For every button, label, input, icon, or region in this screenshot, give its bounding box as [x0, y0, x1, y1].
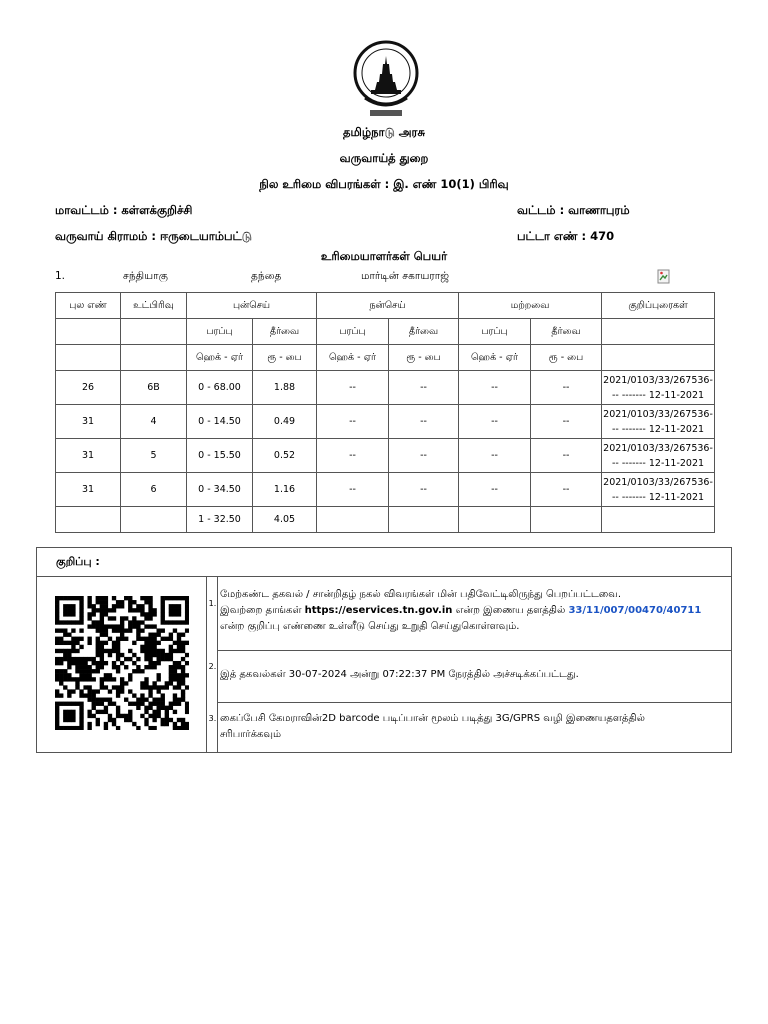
owner-relation: தந்தை — [251, 270, 282, 282]
remarks-cell: 2021/0103/33/267536- -- ------- 12-11-2021 — [602, 439, 715, 473]
remarks-cell: 2021/0103/33/267536- -- ------- 12-11-2021 — [602, 405, 715, 439]
table-row: 26 6B 0 - 68.00 1.88 -- -- -- -- 2021/0103/33/267536- -- ------- 12-11-2021 — [56, 371, 715, 405]
broken-image-icon — [657, 269, 674, 286]
header-remarks: குறிப்புரைகள் — [602, 293, 715, 319]
table-subheader-row — [56, 319, 715, 345]
notes-header — [37, 548, 731, 577]
table-total-row — [56, 507, 715, 533]
unit-hectare: ஹெக் - ஏர் — [187, 345, 253, 371]
note-item-3: 3. கைப்பேசி கேமராவின்2D barcode படிப்பான் மூலம் படித்து 3G/GPRS வழி இணையதளத்தில் சரிபார்க்கவும் — [208, 713, 645, 740]
subheader-tax: தீர்வை — [531, 319, 602, 345]
remarks-cell: 2021/0103/33/267536- -- ------- 12-11-2021 — [602, 473, 715, 507]
table-header-row — [56, 293, 715, 319]
unit-hectare: ஹெக் - ஏர் — [317, 345, 389, 371]
owner-name: சந்தியாகு — [123, 270, 168, 282]
land-details-table — [55, 292, 715, 533]
header-dry-land: புன்செய் — [187, 293, 317, 319]
table-row: 31 6 0 - 34.50 1.16 -- -- -- -- 2021/0103/33/267536- -- ------- 12-11-2021 — [56, 473, 715, 507]
note-item-1: 1. மேற்கண்ட தகவல் / சான்றிதழ் நகல் விவரங்கள் மின் பதிவேட்டிலிருந்து பெறப்பட்டவை. இவற்றை தாங்கள் https://eservices.tn.gov.in என்ற இணைய தளத்தில் 33/11/007/00470/40711 என்ற குறிப்பு எண்ணை உள்ளீடு செய்து உறுதி செய்துகொள்ளவும். — [218, 576, 731, 651]
subheader-tax: தீர்வை — [253, 319, 317, 345]
subheader-area: பரப்பு — [317, 319, 389, 345]
total-tax: 4.05 — [253, 507, 317, 533]
notes-title: குறிப்பு : — [56, 555, 100, 568]
note-item-2: 2. இத் தகவல்கள் 30-07-2024 அன்று 07:22:37 PM நேரத்தில் அச்சடிக்கப்பட்டது. — [218, 651, 731, 703]
header-wet-land: நன்செய் — [317, 293, 459, 319]
unit-rupee: ரூ - பை — [531, 345, 602, 371]
tamilnadu-emblem-icon — [353, 38, 419, 120]
department-name: வருவாய்த் துறை — [339, 151, 429, 165]
remarks-cell: 2021/0103/33/267536- -- ------- 12-11-2021 — [602, 371, 715, 405]
subheader-area: பரப்பு — [187, 319, 253, 345]
unit-hectare: ஹெக் - ஏர் — [459, 345, 531, 371]
document-title: நில உரிமை விபரங்கள் : இ. எண் 10(1) பிரிவு — [259, 177, 509, 191]
header-others: மற்றவை — [459, 293, 602, 319]
header-survey-no: புல எண் — [56, 293, 121, 319]
district-label: மாவட்டம் : கள்ளக்குறிச்சி — [55, 203, 193, 217]
eservices-website[interactable]: https://eservices.tn.gov.in — [304, 605, 453, 616]
qr-code-icon — [55, 596, 189, 730]
unit-rupee: ரூ - பை — [253, 345, 317, 371]
total-area: 1 - 32.50 — [187, 507, 253, 533]
table-units-row — [56, 345, 715, 371]
owners-title: உரிமையாளர்கள் பெயர் — [320, 249, 448, 263]
notes-box — [36, 547, 732, 753]
subheader-area: பரப்பு — [459, 319, 531, 345]
unit-rupee: ரூ - பை — [389, 345, 459, 371]
reference-number-link[interactable]: 33/11/007/00470/40711 — [568, 605, 702, 616]
subheader-tax: தீர்வை — [389, 319, 459, 345]
government-name: தமிழ்நாடு அரசு — [343, 125, 425, 139]
table-row: 31 4 0 - 14.50 0.49 -- -- -- -- 2021/0103/33/267536- -- ------- 12-11-2021 — [56, 405, 715, 439]
village-label: வருவாய் கிராமம் : ஈருடையாம்பட்டு — [55, 229, 252, 243]
owner-father-name: மார்டின் சகாயராஜ் — [361, 270, 449, 282]
qr-code-cell — [37, 576, 207, 752]
patta-number: பட்டா எண் : 470 — [517, 229, 615, 243]
taluk-label: வட்டம் : வாணாபுரம் — [517, 203, 630, 217]
table-row: 31 5 0 - 15.50 0.52 -- -- -- -- 2021/0103/33/267536- -- ------- 12-11-2021 — [56, 439, 715, 473]
owner-number: 1. — [55, 270, 66, 282]
header-subdivision: உட்பிரிவு — [121, 293, 187, 319]
